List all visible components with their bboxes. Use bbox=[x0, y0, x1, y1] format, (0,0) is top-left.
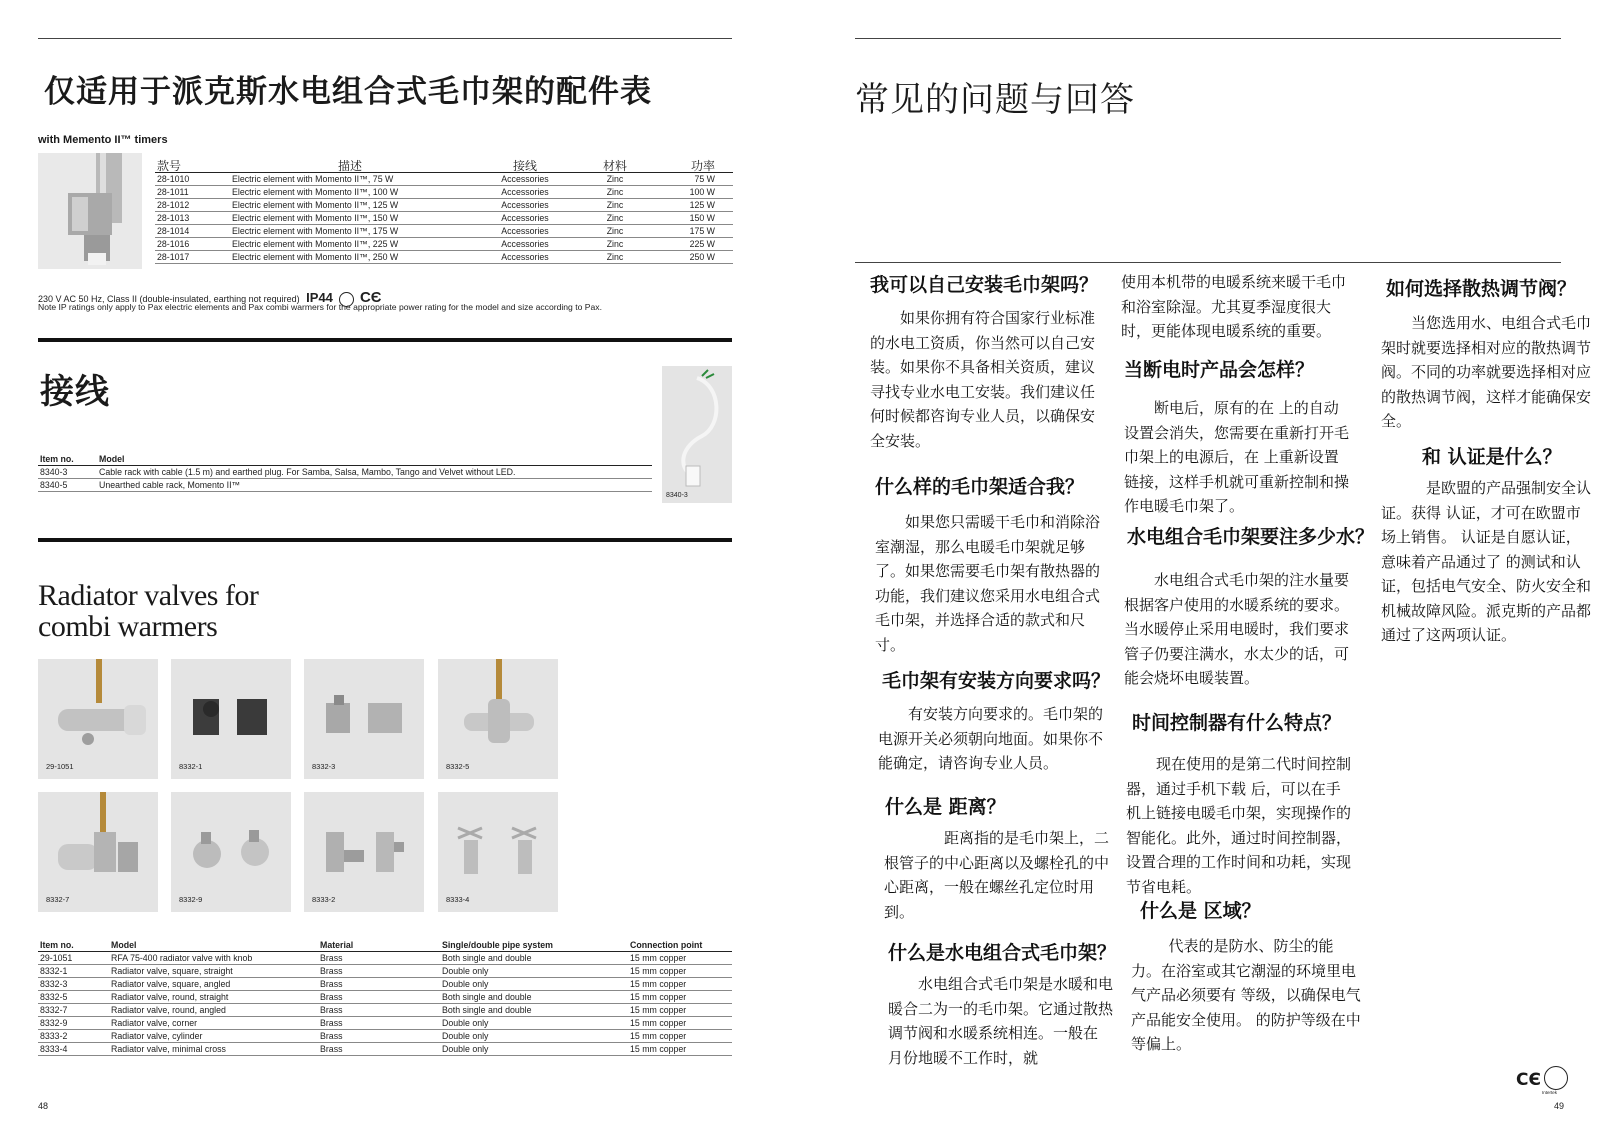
section-rule-valves bbox=[38, 538, 732, 542]
cell-description: Electric element with Momento II™, 250 W bbox=[230, 251, 470, 264]
cell-item-no: 28-1017 bbox=[155, 251, 230, 264]
cell-material: Brass bbox=[318, 978, 440, 991]
header-model: Model bbox=[97, 453, 652, 466]
valves-table-header bbox=[38, 939, 732, 952]
cell-model: Radiator valve, corner bbox=[109, 1017, 318, 1030]
wiring-title: 接线 bbox=[40, 372, 110, 412]
cell-description: Electric element with Momento II™, 75 W bbox=[230, 173, 470, 186]
cable-caption: 8340-3 bbox=[666, 492, 688, 499]
cell-material: Zinc bbox=[580, 225, 650, 238]
cell-connection: Accessories bbox=[470, 251, 580, 264]
memento-heading: with Memento II™ timers bbox=[38, 134, 168, 146]
faq-answer: 距离指的是毛巾架上，二根管子的中心距离以及螺栓孔的中心距离，一般在螺丝孔定位时用到。 bbox=[884, 829, 1110, 921]
intertek-mark-icon bbox=[1544, 1066, 1568, 1090]
valve-caption: 8333-4 bbox=[446, 895, 470, 904]
cell-material: Zinc bbox=[580, 238, 650, 251]
cell-item-no: 8332-3 bbox=[38, 978, 109, 991]
cell-item-no: 28-1014 bbox=[155, 225, 230, 238]
table-row bbox=[155, 225, 733, 238]
cell-item-no: 28-1011 bbox=[155, 186, 230, 199]
valve-caption: 8332-5 bbox=[446, 762, 470, 771]
faq-answer: 有安装方向要求的。毛巾架的电源开关必须朝向地面。如果你不能确定，请咨询专业人员。 bbox=[878, 705, 1104, 772]
faq-top-rule bbox=[855, 262, 1561, 263]
page-number-right: 49 bbox=[1554, 1101, 1565, 1111]
faq-answer: 断电后，原有的在 上的自动设置会消失，您需要在重新打开毛巾架上的电源后，在 上重新设置链接，这样手机就可重新控制和操作电暖毛巾架了。 bbox=[1124, 399, 1350, 515]
cell-item-no: 8332-1 bbox=[38, 965, 109, 978]
header-description: 描述 bbox=[230, 160, 470, 173]
valves-title bbox=[38, 580, 258, 642]
faq-question: 毛巾架有安装方向要求吗？ bbox=[882, 670, 1111, 692]
cable-rack-photo bbox=[662, 366, 732, 503]
ce-mark-icon: CЄ bbox=[359, 289, 382, 306]
table-row bbox=[38, 965, 732, 978]
ip-rating: IP44 bbox=[306, 290, 333, 305]
valve-photo bbox=[171, 659, 291, 779]
cell-material: Zinc bbox=[580, 212, 650, 225]
cell-connection-point: 15 mm copper bbox=[628, 991, 732, 1004]
header-connection-point: Connection point bbox=[628, 939, 732, 952]
cell-pipe-system: Double only bbox=[440, 1043, 628, 1056]
cell-connection: Accessories bbox=[470, 186, 580, 199]
cell-item-no: 8340-3 bbox=[38, 466, 97, 479]
cell-material: Brass bbox=[318, 1030, 440, 1043]
voltage-note: 230 V AC 50 Hz, Class II (double-insulated, earthing not required) bbox=[38, 294, 300, 304]
cell-material: Zinc bbox=[580, 173, 650, 186]
cell-material: Brass bbox=[318, 1017, 440, 1030]
faq-question: 当断电时产品会怎样？ bbox=[1124, 359, 1315, 381]
faq-answer: 如果你拥有符合国家行业标准的水电工资质，你当然可以自己安装。如果你不具备相关资质，建议寻找专业水电工安装。我们建议任何时候都咨询专业人员，以确保安全安装。 bbox=[870, 309, 1096, 450]
cell-material: Zinc bbox=[580, 251, 650, 264]
header-pipe-system: Single/double pipe system bbox=[440, 939, 628, 952]
cell-pipe-system: Double only bbox=[440, 1030, 628, 1043]
cell-connection-point: 15 mm copper bbox=[628, 965, 732, 978]
cell-item-no: 28-1012 bbox=[155, 199, 230, 212]
wiring-table-header bbox=[38, 453, 652, 466]
faq-question: 什么样的毛巾架适合我？ bbox=[875, 476, 1085, 498]
valve-photo bbox=[171, 792, 291, 912]
table-row bbox=[38, 1004, 732, 1017]
header-model: Model bbox=[109, 939, 318, 952]
cell-pipe-system: Both single and double bbox=[440, 1004, 628, 1017]
cell-connection-point: 15 mm copper bbox=[628, 952, 732, 965]
table-row bbox=[155, 251, 733, 264]
cell-description: Electric element with Momento II™, 125 W bbox=[230, 199, 470, 212]
intertek-label: Intertek bbox=[1542, 1090, 1558, 1095]
cell-material: Brass bbox=[318, 1043, 440, 1056]
faq-answer: 现在使用的是第二代时间控制器，通过手机下载 后，可以在手机上链接电暖毛巾架，实现操作的智能化。此外，通过时间控制器，设置合理的工作时间和功耗，实现节省电耗。 bbox=[1126, 755, 1352, 896]
faq-question: 水电组合毛巾架要注多少水？ bbox=[1127, 526, 1375, 548]
table-row bbox=[38, 978, 732, 991]
cell-connection: Accessories bbox=[470, 238, 580, 251]
cell-description: Electric element with Momento II™, 225 W bbox=[230, 238, 470, 251]
cell-power: 175 W bbox=[650, 225, 733, 238]
cell-item-no: 8340-5 bbox=[38, 479, 97, 492]
faq-answer: 是欧盟的产品强制安全认证。获得 认证，才可在欧盟市场上销售。 认证是自愿认证，意味着产品通过了 的测试和认证，包括电气安全、防火安全和机械故障风险。派克斯的产品都通过了这两项认证。 bbox=[1381, 479, 1592, 644]
table-row bbox=[38, 479, 652, 492]
table-row bbox=[155, 212, 733, 225]
cell-model: Radiator valve, square, straight bbox=[109, 965, 318, 978]
faq-question: 什么是水电组合式毛巾架？ bbox=[888, 942, 1117, 964]
cell-pipe-system: Both single and double bbox=[440, 952, 628, 965]
page-title-accessories: 仅适用于派克斯水电组合式毛巾架的配件表 bbox=[44, 74, 652, 110]
table-row bbox=[38, 1030, 732, 1043]
table-row bbox=[38, 1043, 732, 1056]
cell-connection: Accessories bbox=[470, 173, 580, 186]
cell-connection-point: 15 mm copper bbox=[628, 1004, 732, 1017]
faq-answer: 水电组合式毛巾架的注水量要根据客户使用的水暖系统的要求。当水暖停止采用电暖时，我们要求管子仍要注满水，水太少的话，可能会烧坏电暖装置。 bbox=[1124, 571, 1350, 687]
cell-material: Zinc bbox=[580, 199, 650, 212]
faq-answer: 如果您只需暖干毛巾和消除浴室潮湿，那么电暖毛巾架就足够了。如果您需要毛巾架有散热器的功能，我们建议您采用水电组合式毛巾架，并选择合适的款式和尺寸。 bbox=[875, 513, 1101, 654]
valve-caption: 8332-1 bbox=[179, 762, 203, 771]
cell-material: Zinc bbox=[580, 186, 650, 199]
cell-connection-point: 15 mm copper bbox=[628, 1043, 732, 1056]
table-row bbox=[38, 991, 732, 1004]
section-rule-wiring bbox=[38, 338, 732, 342]
valve-photo bbox=[438, 792, 558, 912]
faq-question: 如何选择散热调节阀？ bbox=[1386, 278, 1577, 300]
valve-caption: 8332-3 bbox=[312, 762, 336, 771]
heating-element-photo bbox=[38, 153, 142, 269]
valve-caption: 29-1051 bbox=[46, 762, 74, 771]
valve-caption: 8332-7 bbox=[46, 895, 70, 904]
valve-photo bbox=[304, 659, 424, 779]
cell-model: Radiator valve, round, straight bbox=[109, 991, 318, 1004]
cell-pipe-system: Double only bbox=[440, 978, 628, 991]
faq-question: 和 认证是什么？ bbox=[1422, 446, 1562, 468]
cell-power: 150 W bbox=[650, 212, 733, 225]
cell-model: RFA 75-400 radiator valve with knob bbox=[109, 952, 318, 965]
cell-material: Brass bbox=[318, 1004, 440, 1017]
cell-item-no: 8333-2 bbox=[38, 1030, 109, 1043]
cell-model: Cable rack with cable (1.5 m) and earthed plug. For Samba, Salsa, Mambo, Tango and Velvet without LED. bbox=[97, 466, 652, 479]
cell-connection: Accessories bbox=[470, 199, 580, 212]
faq-question: 什么是 距离？ bbox=[885, 796, 1006, 818]
cell-item-no: 28-1013 bbox=[155, 212, 230, 225]
table-row bbox=[38, 952, 732, 965]
cell-connection-point: 15 mm copper bbox=[628, 1030, 732, 1043]
cell-power: 125 W bbox=[650, 199, 733, 212]
cell-model: Radiator valve, square, angled bbox=[109, 978, 318, 991]
cell-power: 75 W bbox=[650, 173, 733, 186]
valve-photo bbox=[438, 659, 558, 779]
table-row bbox=[155, 173, 733, 186]
valves-table bbox=[38, 939, 732, 1056]
table-row bbox=[155, 186, 733, 199]
cell-pipe-system: Double only bbox=[440, 965, 628, 978]
valve-caption: 8332-9 bbox=[179, 895, 203, 904]
cell-item-no: 28-1010 bbox=[155, 173, 230, 186]
page-title-faq: 常见的问题与回答 bbox=[855, 80, 1135, 120]
faq-question: 什么是 区域？ bbox=[1140, 900, 1261, 922]
wiring-table bbox=[38, 453, 652, 492]
cell-item-no: 29-1051 bbox=[38, 952, 109, 965]
cell-connection: Accessories bbox=[470, 212, 580, 225]
valves-title-line-1: Radiator valves for bbox=[38, 579, 259, 612]
table-row bbox=[155, 238, 733, 251]
faq-answer: 当您选用水、电组合式毛巾架时就要选择相对应的散热调节阀。不同的功率就要选择相对应的散热调节阀，这样才能确保安全。 bbox=[1381, 314, 1592, 430]
faq-answer: 使用本机带的电暖系统来暖干毛巾和浴室除湿。尤其夏季湿度很大时，更能体现电暖系统的重要。 bbox=[1121, 273, 1347, 340]
cell-pipe-system: Both single and double bbox=[440, 991, 628, 1004]
header-item-no: 款号 bbox=[155, 160, 230, 173]
cell-item-no: 8332-7 bbox=[38, 1004, 109, 1017]
cell-model: Radiator valve, minimal cross bbox=[109, 1043, 318, 1056]
faq-answer: 代表的是防水、防尘的能力。在浴室或其它潮湿的环境里电气产品必须要有 等级，以确保电气产品能安全使用。 的防护等级在中等偏上。 bbox=[1131, 937, 1361, 1053]
table-row bbox=[155, 199, 733, 212]
cell-connection: Accessories bbox=[470, 225, 580, 238]
cell-power: 250 W bbox=[650, 251, 733, 264]
faq-question: 我可以自己安装毛巾架吗？ bbox=[870, 274, 1099, 296]
cell-description: Electric element with Momento II™, 175 W bbox=[230, 225, 470, 238]
page-number-left: 48 bbox=[38, 1101, 49, 1111]
faq-question: 时间控制器有什么特点？ bbox=[1132, 712, 1342, 734]
cell-description: Electric element with Momento II™, 100 W bbox=[230, 186, 470, 199]
cell-material: Brass bbox=[318, 952, 440, 965]
cell-model: Unearthed cable rack, Momento II™ bbox=[97, 479, 652, 492]
cell-pipe-system: Double only bbox=[440, 1017, 628, 1030]
ce-mark-icon: CЄ bbox=[1516, 1070, 1541, 1090]
header-material: 材料 bbox=[580, 160, 650, 173]
faq-answer: 水电组合式毛巾架是水暖和电暖合二为一的毛巾架。它通过散热调节阀和水暖系统相连。一般在 月份地暖不工作时，就 bbox=[888, 975, 1114, 1067]
cell-connection-point: 15 mm copper bbox=[628, 1017, 732, 1030]
header-item-no: Item no. bbox=[38, 939, 109, 952]
cell-item-no: 8332-9 bbox=[38, 1017, 109, 1030]
cell-item-no: 8333-4 bbox=[38, 1043, 109, 1056]
table-row bbox=[38, 1017, 732, 1030]
header-item-no: Item no. bbox=[38, 453, 97, 466]
cell-description: Electric element with Momento II™, 150 W bbox=[230, 212, 470, 225]
cell-connection-point: 15 mm copper bbox=[628, 978, 732, 991]
cell-model: Radiator valve, cylinder bbox=[109, 1030, 318, 1043]
cell-item-no: 8332-5 bbox=[38, 991, 109, 1004]
cell-material: Brass bbox=[318, 965, 440, 978]
header-power: 功率 bbox=[650, 160, 733, 173]
valves-title-line-2: combi warmers bbox=[38, 610, 218, 643]
top-rule-right bbox=[855, 38, 1561, 39]
valve-photo bbox=[38, 792, 158, 912]
ip-note: Note IP ratings only apply to Pax electric elements and Pax combi warmers for the appropriate power rating for the model and size according to Pax. bbox=[38, 302, 602, 312]
cell-model: Radiator valve, round, angled bbox=[109, 1004, 318, 1017]
cell-power: 100 W bbox=[650, 186, 733, 199]
table-row bbox=[38, 466, 652, 479]
element-table bbox=[155, 160, 733, 264]
valve-caption: 8333-2 bbox=[312, 895, 336, 904]
top-rule-left bbox=[38, 38, 732, 39]
valve-photo bbox=[38, 659, 158, 779]
header-connection: 接线 bbox=[470, 160, 580, 173]
cell-item-no: 28-1016 bbox=[155, 238, 230, 251]
element-table-header bbox=[155, 160, 733, 173]
cell-power: 225 W bbox=[650, 238, 733, 251]
header-material: Material bbox=[318, 939, 440, 952]
valve-photo bbox=[304, 792, 424, 912]
cell-material: Brass bbox=[318, 991, 440, 1004]
